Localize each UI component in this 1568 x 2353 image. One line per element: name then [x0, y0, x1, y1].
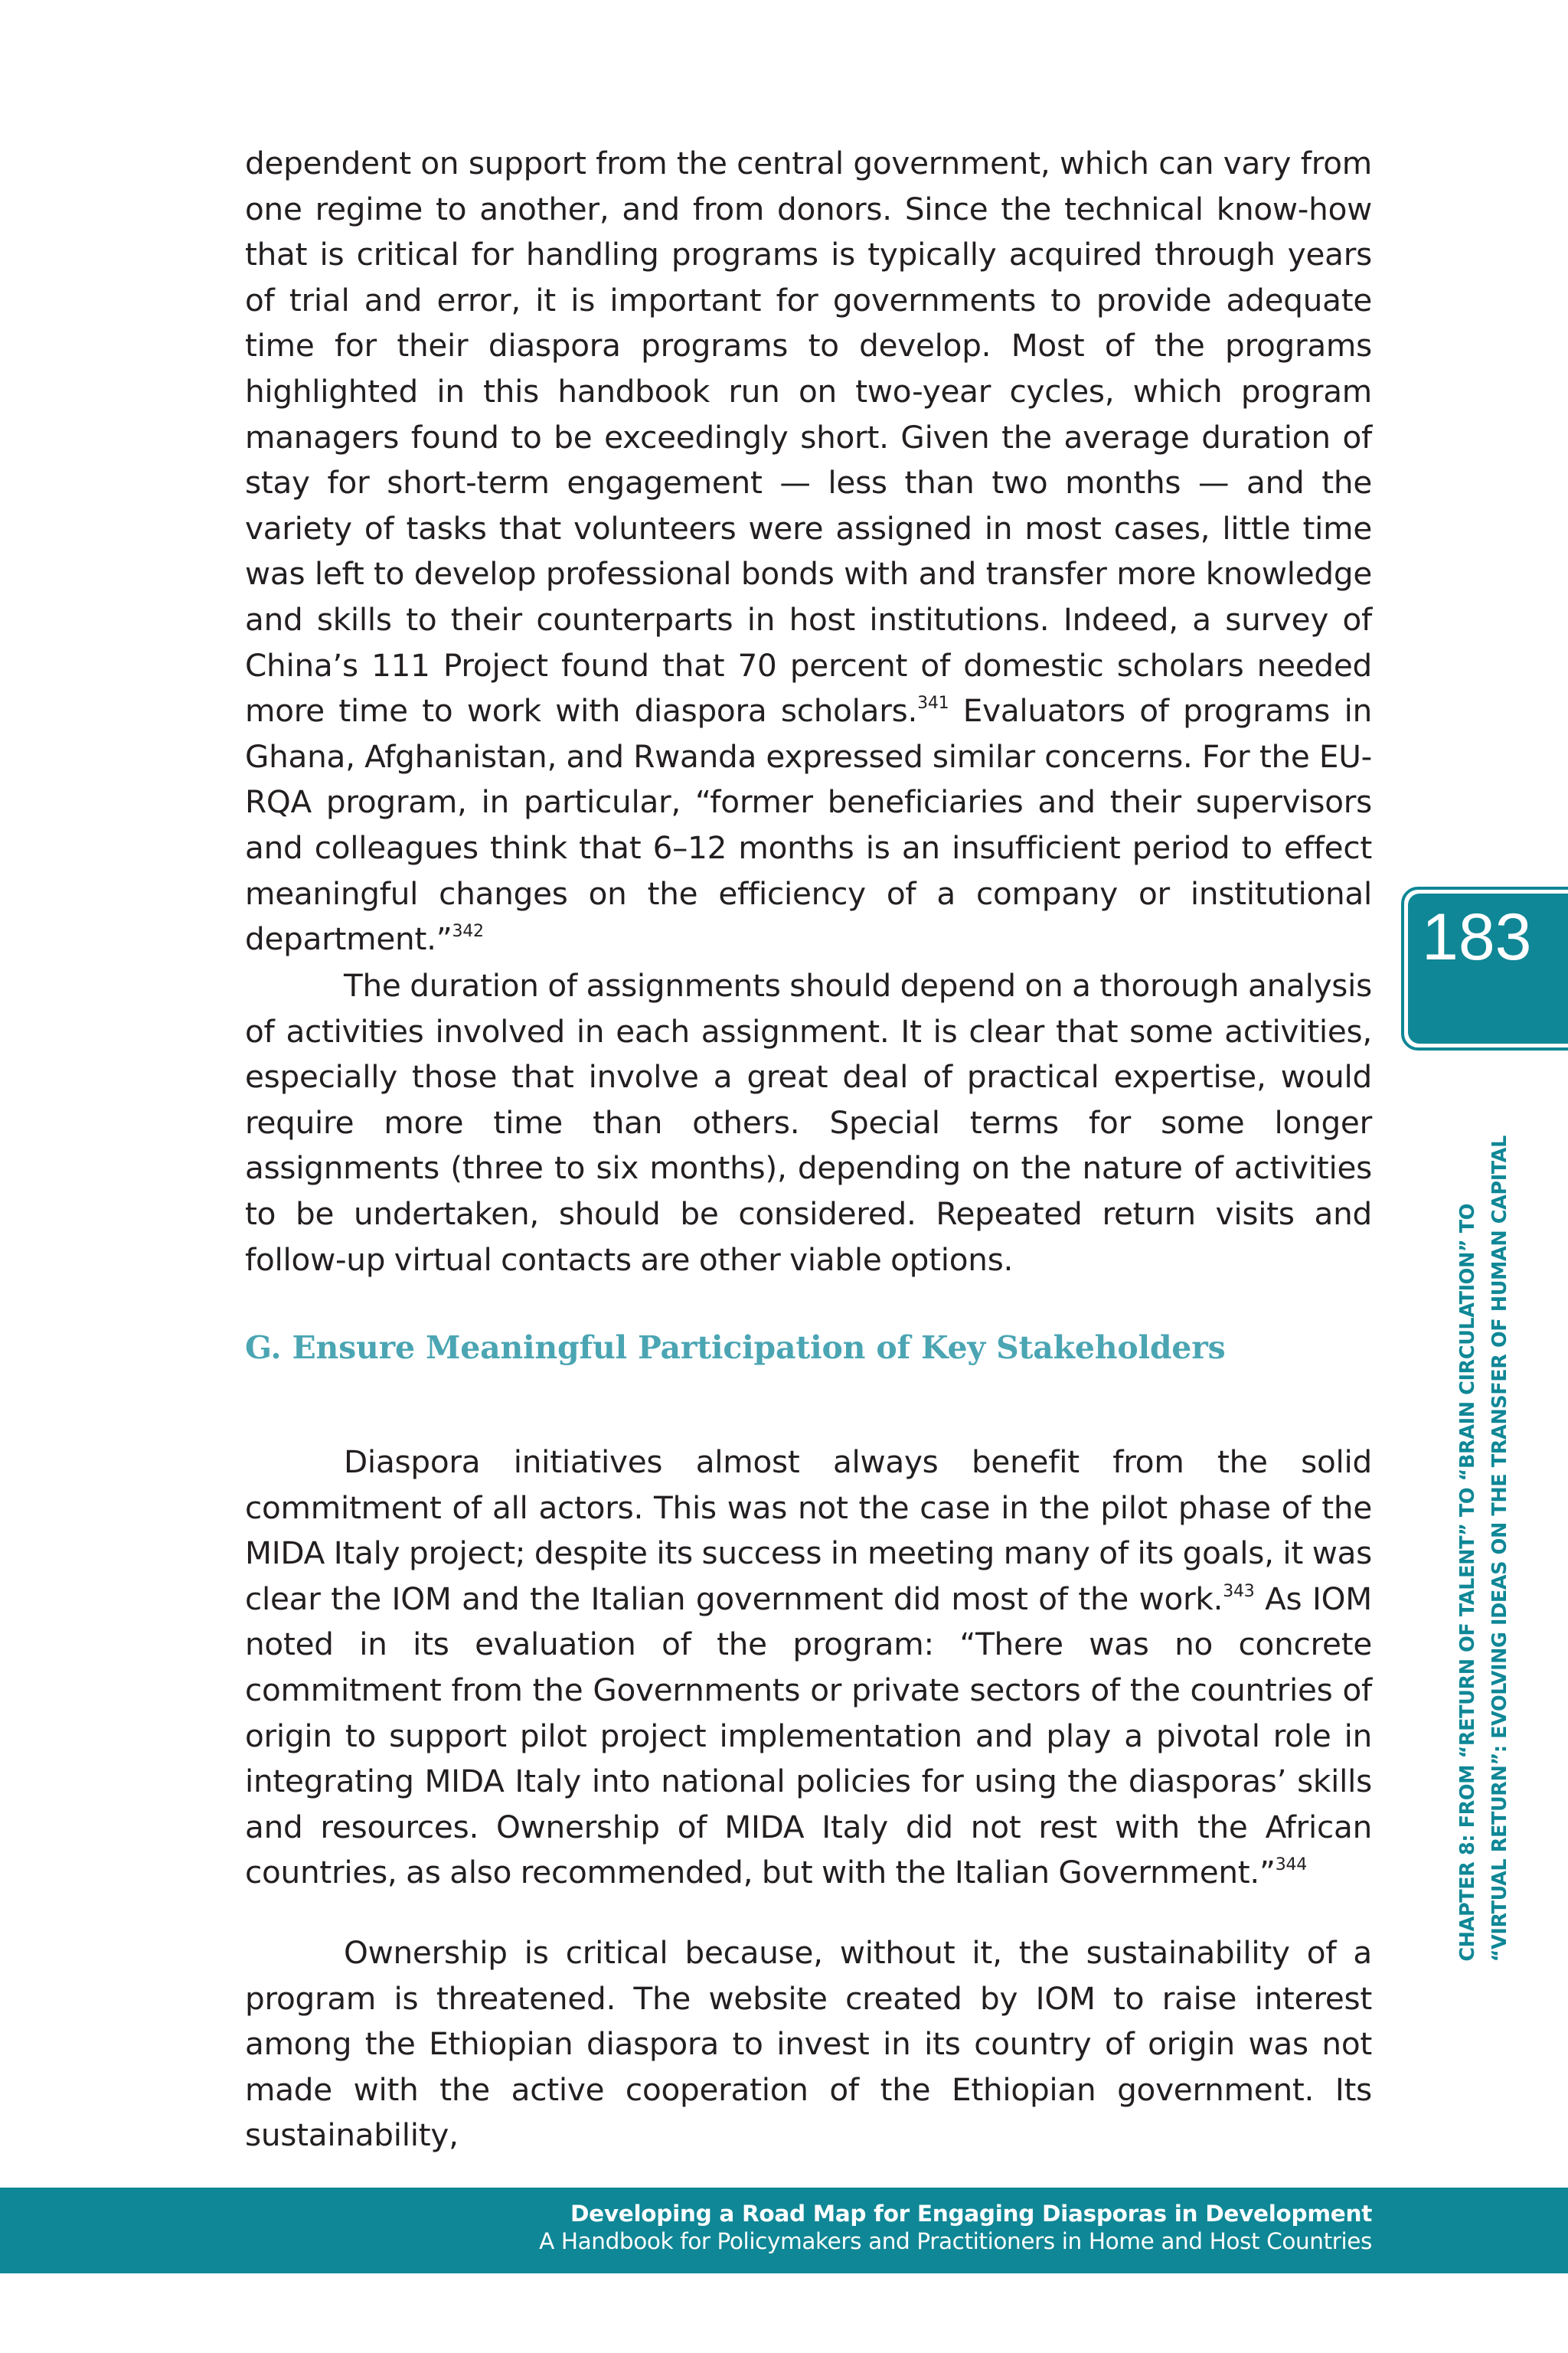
footer-book-subtitle: A Handbook for Policymakers and Practitioners in Home and Host Countries: [539, 2228, 1372, 2254]
chapter-running-head: [1449, 1074, 1519, 1962]
chapter-running-head-line-2: “VIRTUAL RETURN”: EVOLVING IDEAS ON THE TRANSFER OF HUMAN CAPITAL: [1488, 1135, 1511, 1962]
footer-book-title: Developing a Road Map for Engaging Diasporas in Development: [570, 2201, 1372, 2227]
section-heading-g: G. Ensure Meaningful Participation of Key Stakeholders: [245, 1329, 1226, 1366]
body-paragraph-4: Ownership is critical because, without it, the sustainability of a program is threatened. The website created by IOM to raise interest among the Ethiopian diaspora to invest in its country of origin was not made with the active cooperation of the Ethiopian government. Its sustainability,: [245, 1934, 1372, 2154]
footnote-reference-342[interactable]: 342: [452, 922, 484, 942]
paragraph-text: dependent on support from the central government, which can vary from one regime to another, and from donors. Since the technical know-how that is critical for handling programs is typically acquired through years of trial and error, it is important for governments to provide adequate time for their diaspora programs to develop. Most of the programs highlighted in this handbook run on two-year cycles, which program managers found to be exceedingly short. Given the average duration of stay for short-term engagement — less than two months — and the variety of tasks that volunteers were assigned in most cases, little time was left to develop professional bonds with and transfer more knowledge and skills to their counterparts in host institutions. Indeed, a survey of China’s 111 Project found that 70 percent of domestic scholars needed more time to work with diaspora scholars.: [245, 145, 1372, 730]
paragraph-text: Evaluators of programs in Ghana, Afghanistan, and Rwanda expressed similar concerns. For the EU-RQA program, in particular, “former beneficiaries and their supervisors and colleagues think that 6–12 months is an insufficient period to effect meaningful changes on the efficiency of a company or institutional department.”: [245, 692, 1372, 958]
page-number: 183: [1408, 894, 1568, 1044]
footnote-reference-341[interactable]: 341: [917, 694, 949, 714]
page-number-tab: [1401, 887, 1568, 1051]
footnote-reference-343[interactable]: 343: [1223, 1581, 1255, 1601]
body-paragraph-2: The duration of assignments should depend on a thorough analysis of activities involved in each assignment. It is clear that some activities, especially those that involve a great deal of practical expertise, would require more time than others. Special terms for some longer assignments (three to six months), depending on the nature of activities to be undertaken, should be considered. Repeated return visits and follow-up virtual contacts are other viable options.: [245, 967, 1372, 1278]
paragraph-text: As IOM noted in its evaluation of the program: “There was no concrete commitment from the Governments or private sectors of the countries of origin to support pilot project implementation and play a pivotal role in integrating MIDA Italy into national policies for using the diasporas’ skills and resources. Ownership of MIDA Italy did not rest with the African countries, as also recommended, but with the Italian Government.”: [245, 1580, 1372, 1891]
body-paragraph-1: [245, 141, 1372, 962]
body-paragraph-3: [245, 1440, 1372, 1896]
chapter-running-head-line-1: CHAPTER 8: FROM “RETURN OF TALENT” TO “BRAIN CIRCULATION” TO: [1456, 1204, 1479, 1962]
footer-bar: [0, 2188, 1568, 2273]
paragraph-text: Diaspora initiatives almost always benefit from the solid commitment of all actors. This was not the case in the pilot phase of the MIDA Italy project; despite its success in meeting many of its goals, it was clear the IOM and the Italian government did most of the work.: [245, 1443, 1372, 1617]
footnote-reference-344[interactable]: 344: [1275, 1855, 1308, 1875]
